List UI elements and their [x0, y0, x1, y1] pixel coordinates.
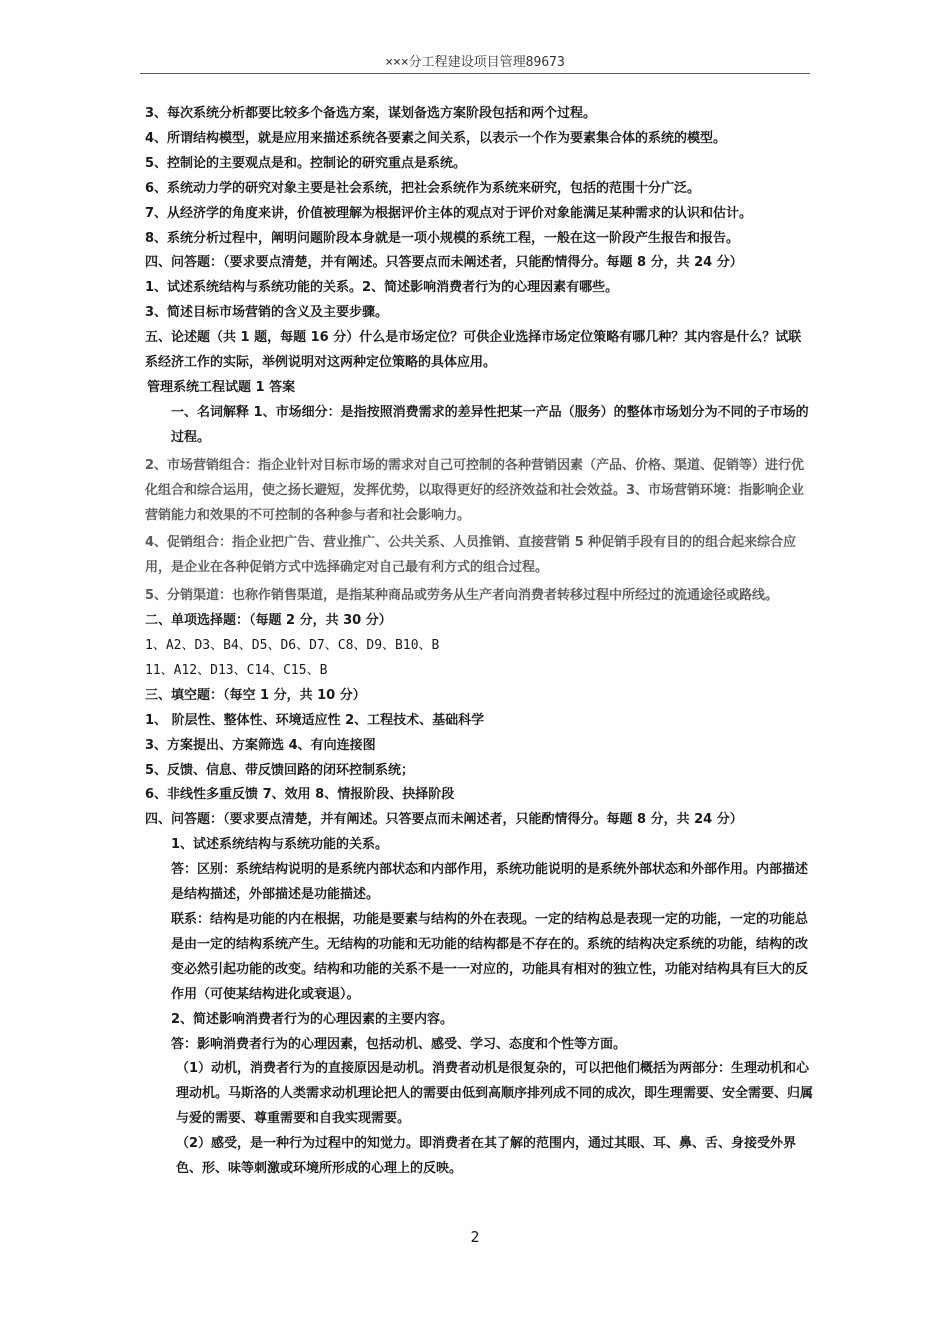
answer-definition-1: 一、名词解释 1、市场细分：是指按照消费需求的差异性把某一产品（服务）的整体市场划分为不同的子市场的过程。 — [171, 404, 809, 445]
qa-item-1-2: 1、试述系统结构与系统功能的关系。2、简述影响消费者行为的心理因素有哪些。 — [145, 280, 619, 296]
fill-blank-item-3: 3、每次系统分析都要比较多个备选方案，谋划备选方案阶段包括和两个过程。 — [145, 106, 597, 121]
fill-answer-1-2: 1、 阶层性、整体性、环境适应性 2、工程技术、基础科学 — [145, 712, 485, 728]
fill-blank-item-8: 8、系统分析过程中，阐明问题阶段本身就是一项小规模的系统工程，一般在这一阶段产生报告和报告。 — [145, 230, 740, 246]
page-number: 2 — [470, 1228, 480, 1246]
answer-definition-4: 4、促销组合：指企业把广告、营业推广、公共关系、人员推销、直接营销 5 种促销手段有目的的组合起来综合应用，是企业在各种促销方式中选择确定对自己最有利方式的组合过程。 — [145, 535, 797, 576]
section-heading-fill-blank: 三、填空题：（每空 1 分，共 10 分） — [145, 687, 366, 703]
qa-answer-2-perception: （2）感受，是一种行为过程中的知觉力。即消费者在其了解的范围内，通过其眼、耳、鼻、舌、身接受外界色、形、味等刺激或环境所形成的心理上的反映。 — [176, 1136, 797, 1177]
qa-answer-1-relation: 联系：结构是功能的内在根据，功能是要素与结构的外在表现。一定的结构总是表现一定的功能，一定的功能总是由一定的结构系统产生。无结构的功能和无功能的结构都是不存在的。系统的结构决定系统的功能，结构的改变必然引起功能的改变。结构和功能的关系不是一一对应的，功能具有相对的独立性，功能对结构具有巨大的反作用（可使某结构进化或衰退）。 — [171, 912, 809, 1002]
choice-answers-row-1: 1、A2、D3、B4、D5、D6、D7、C8、D9、B10、B — [145, 638, 440, 654]
document-body — [145, 102, 813, 1182]
section-heading-essay: 五、论述题（共 1 题，每题 16 分）什么是市场定位？可供企业选择市场定位策略有哪几种？其内容是什么？试联系经济工作的实际，举例说明对这两种定位策略的具体应用。 — [145, 330, 802, 371]
qa-answer-question-2: 2、简述影响消费者行为的心理因素的主要内容。 — [171, 1011, 454, 1027]
answer-title: 管理系统工程试题 1 答案 — [147, 379, 296, 395]
fill-blank-item-6: 6、系统动力学的研究对象主要是社会系统，把社会系统作为系统来研究，包括的范围十分广泛。 — [145, 180, 701, 196]
running-header: ×××分工程建设项目管理89673 — [385, 55, 565, 70]
qa-answer-2-motive: （1）动机，消费者行为的直接原因是动机。消费者动机是很复杂的，可以把他们概括为两部分：生理动机和心理动机。马斯洛的人类需求动机理论把人的需要由低到高顺序排列成不同的成次，即生理需要、安全需要、归属与爱的需要、尊重需要和自我实现需要。 — [176, 1061, 814, 1127]
qa-answer-1-difference: 答：区别：系统结构说明的是系统内部状态和内部作用，系统功能说明的是系统外部状态和外部作用。内部描述是结构描述，外部描述是功能描述。 — [171, 862, 809, 903]
fill-blank-item-7: 7、从经济学的角度来讲，价值被理解为根据评价主体的观点对于评价对象能满足某种需求的认识和估计。 — [145, 205, 753, 221]
qa-item-3: 3、简述目标市场营销的含义及主要步骤。 — [145, 305, 389, 321]
fill-answer-3-4: 3、方案提出、方案筛选 4、有向连接图 — [145, 737, 376, 753]
fill-blank-item-4: 4、所谓结构模型，就是应用来描述系统各要素之间关系，以表示一个作为要素集合体的系统的模型。 — [145, 130, 727, 146]
section-heading-single-choice: 二、单项选择题：（每题 2 分，共 30 分） — [145, 613, 392, 629]
header-divider — [140, 73, 810, 74]
section-heading-qa: 四、问答题：（要求要点清楚，并有阐述。只答要点而未阐述者，只能酌情得分。每题 8 分，共 24 分） — [145, 255, 743, 271]
fill-answer-5: 5、反馈、信息、带反馈回路的闭环控制系统； — [145, 762, 415, 778]
answer-definition-5: 5、分销渠道：也称作销售渠道，是指某种商品或劳务从生产者向消费者转移过程中所经过的流通途径或路线。 — [145, 588, 779, 604]
qa-answer-question-1: 1、试述系统结构与系统功能的关系。 — [171, 837, 389, 853]
choice-answers-row-2: 11、A12、D13、C14、C15、B — [145, 662, 328, 678]
answer-definition-2-3: 2、市场营销组合：指企业针对目标市场的需求对自己可控制的各种营销因素（产品、价格、渠道、促销等）进行优化组合和综合运用，使之扬长避短，发挥优势，以取得更好的经济效益和社会效益。3、市场营销环境：指影响企业营销能力和效果的不可控制的各种参与者和社会影响力。 — [145, 457, 805, 523]
fill-answer-6-8: 6、非线性多重反馈 7、效用 8、情报阶段、抉择阶段 — [145, 787, 455, 803]
section-heading-qa-answers: 四、问答题：（要求要点清楚，并有阐述。只答要点而未阐述者，只能酌情得分。每题 8 分，共 24 分） — [145, 812, 743, 828]
fill-blank-item-5: 5、控制论的主要观点是和。控制论的研究重点是系统。 — [145, 155, 467, 171]
qa-answer-2-intro: 答：影响消费者行为的心理因素，包括动机、感受、学习、态度和个性等方面。 — [171, 1036, 627, 1052]
